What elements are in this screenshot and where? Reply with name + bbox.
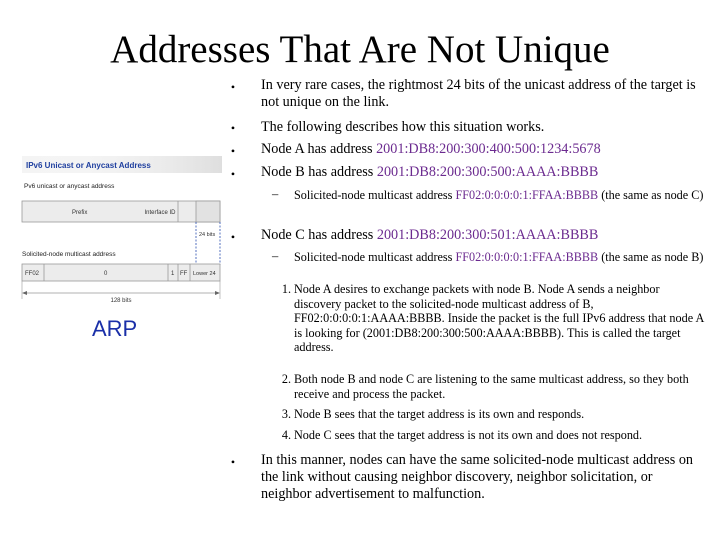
ff-field: FF — [180, 271, 188, 277]
node-c-address: 2001:DB8:200:300:501:AAAA:BBBB — [376, 227, 599, 243]
step-number: 4. — [281, 428, 291, 442]
bullet-dot: • — [230, 455, 236, 469]
step-4: Node C sees that the target address is not its own and does not respond. — [294, 428, 643, 442]
solicited-label: Solicited-node multicast address — [22, 251, 116, 258]
arp-label: ARP — [92, 316, 138, 341]
step-number: 1. — [281, 282, 291, 296]
ff02-field: FF02 — [25, 271, 40, 277]
bullet-dot: • — [230, 80, 236, 94]
unicast-address-box — [22, 201, 220, 222]
sub-dash: – — [272, 187, 279, 201]
step-2: Both node B and node C are listening to the same multicast address, so they both receive and process the packet. — [294, 372, 689, 401]
bullet-dot: • — [230, 167, 236, 181]
prefix-label: Prefix — [72, 210, 88, 216]
step-number: 3. — [281, 407, 291, 421]
node-b-address: 2001:DB8:200:300:500:AAAA:BBBB — [376, 164, 599, 180]
bullet-dot: • — [230, 121, 236, 135]
bullet-node-c: Node C has address 2001:DB8:200:300:501:AAAA:BBBB — [261, 227, 599, 243]
bullet-node-b: Node B has address 2001:DB8:200:300:500:AAAA:BBBB — [261, 164, 599, 180]
lower24-field: Lower 24 — [193, 271, 216, 277]
interface-id-label: Interface ID — [144, 210, 176, 216]
bullet-conclusion: In this manner, nodes can have the same solicited-node multicast address on the link without causing neighbor discovery, neighbor solicitation, or neighbor advertisement to malfunction. — [261, 452, 694, 502]
sub-node-c-solicited: Solicited-node multicast address FF02:0:0:0:0:1:FFAA:BBBB (the same as node B) — [294, 250, 704, 264]
bullet-rare-cases: In very rare cases, the rightmost 24 bits of the unicast address of the target is not unique on the link. — [261, 77, 696, 110]
bullet-dot: • — [230, 144, 236, 158]
sub-node-b-solicited: Solicited-node multicast address FF02:0:0:0:0:1:FFAA:BBBB (the same as node C) — [294, 188, 704, 202]
step-number: 2. — [281, 372, 291, 386]
node-a-address: 2001:DB8:200:300:400:500:1234:5678 — [376, 141, 601, 157]
bullet-describes: The following describes how this situation works. — [261, 119, 545, 135]
slide-title: Addresses That Are Not Unique — [110, 28, 610, 71]
bits24-label: 24 bits — [199, 232, 216, 238]
step-3: Node B sees that the target address is its own and responds. — [294, 407, 585, 421]
diagram-header-text: IPv6 Unicast or Anycast Address — [26, 161, 151, 170]
bullet-dot: • — [230, 230, 236, 244]
step-1: Node A desires to exchange packets with node B. Node A sends a neighbor discovery packet to the solicited-node multicast address of B, FF02:0:0:0:0:1:AAAA:BBBB. Inside the packet is the full IPv6 address that node A is looking for (2001:DB8:200:300:500:AAAA:BBBB). This is called the target address. — [294, 282, 704, 355]
one-field: 1 — [171, 271, 175, 277]
sub-dash: – — [272, 249, 279, 263]
bits128-label: 128 bits — [110, 298, 132, 304]
bullet-node-a: Node A has address 2001:DB8:200:300:400:500:1234:5678 — [261, 141, 601, 157]
pv6-label: Pv6 unicast or anycast address — [24, 183, 115, 190]
zero-field: 0 — [104, 271, 108, 277]
